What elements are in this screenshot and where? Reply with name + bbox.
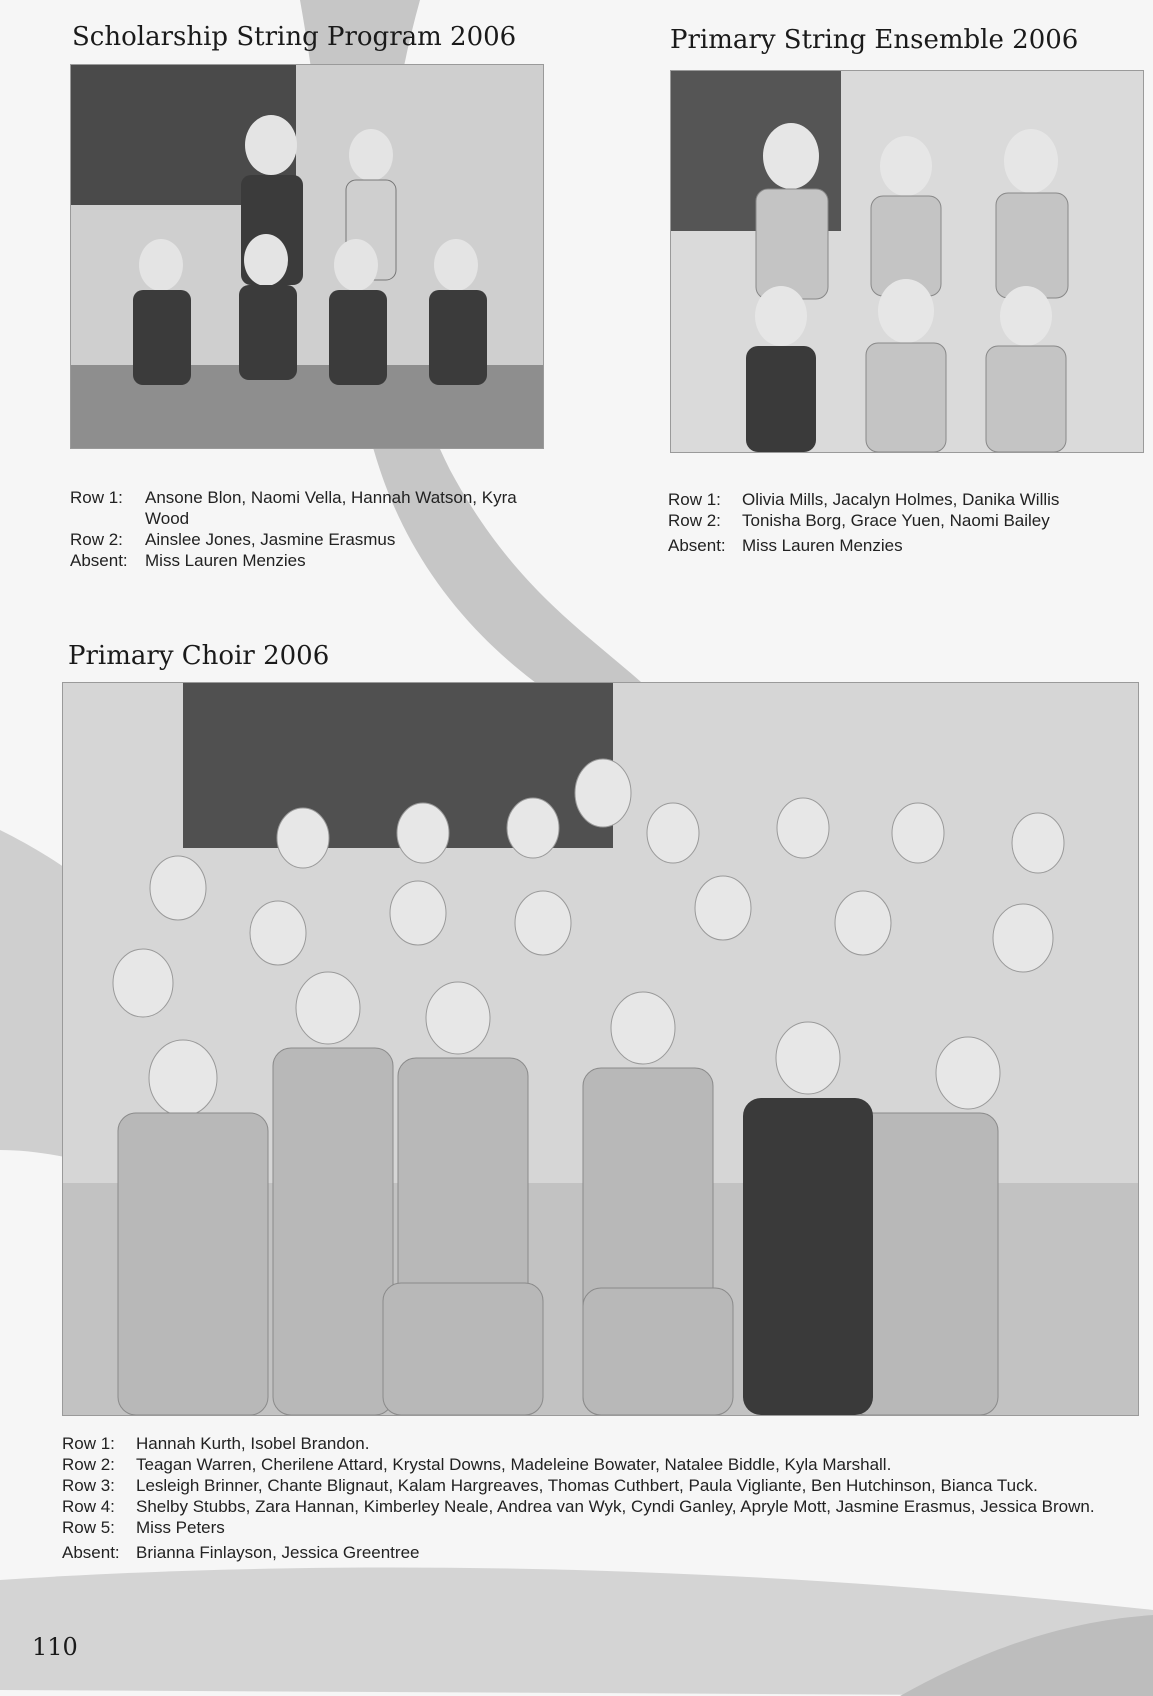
caption-row: Absent: Brianna Finlayson, Jessica Greentree	[62, 1543, 420, 1562]
caption-row: Row 2: Ainslee Jones, Jasmine Erasmus	[70, 530, 396, 549]
caption-row: Absent: Miss Lauren Menzies	[668, 536, 903, 555]
ensemble-caption	[668, 489, 1138, 556]
page-number: 110	[32, 1633, 78, 1661]
choir-caption	[62, 1433, 1122, 1563]
choir-group-photo	[62, 682, 1139, 1416]
caption-row: Row 1: Olivia Mills, Jacalyn Holmes, Danika Willis	[668, 490, 1060, 509]
caption-row: Row 1: Hannah Kurth, Isobel Brandon.	[62, 1434, 370, 1453]
scholarship-group-photo	[70, 64, 544, 449]
choir-title: Primary Choir 2006	[68, 641, 330, 671]
caption-row: Row 2: Tonisha Borg, Grace Yuen, Naomi Bailey	[668, 511, 1050, 530]
ensemble-title: Primary String Ensemble 2006	[670, 25, 1079, 55]
ensemble-group-photo	[670, 70, 1144, 453]
scholarship-title: Scholarship String Program 2006	[72, 22, 517, 52]
caption-row: Row 1: Ansone Blon, Naomi Vella, Hannah Watson, Kyra Wood	[70, 488, 517, 528]
caption-row: Row 2: Teagan Warren, Cherilene Attard, Krystal Downs, Madeleine Bowater, Natalee Biddle, Kyla Marshall.	[62, 1455, 892, 1474]
caption-row: Absent: Miss Lauren Menzies	[70, 551, 306, 570]
caption-row: Row 3: Lesleigh Brinner, Chante Blignaut, Kalam Hargreaves, Thomas Cuthbert, Paula Vigliante, Ben Hutchinson, Bianca Tuck.	[62, 1476, 1038, 1495]
scholarship-caption	[70, 487, 550, 571]
caption-row: Row 4: Shelby Stubbs, Zara Hannan, Kimberley Neale, Andrea van Wyk, Cyndi Ganley, Apryle Mott, Jasmine Erasmus, Jessica Brown.	[62, 1497, 1095, 1516]
caption-row: Row 5: Miss Peters	[62, 1518, 225, 1537]
